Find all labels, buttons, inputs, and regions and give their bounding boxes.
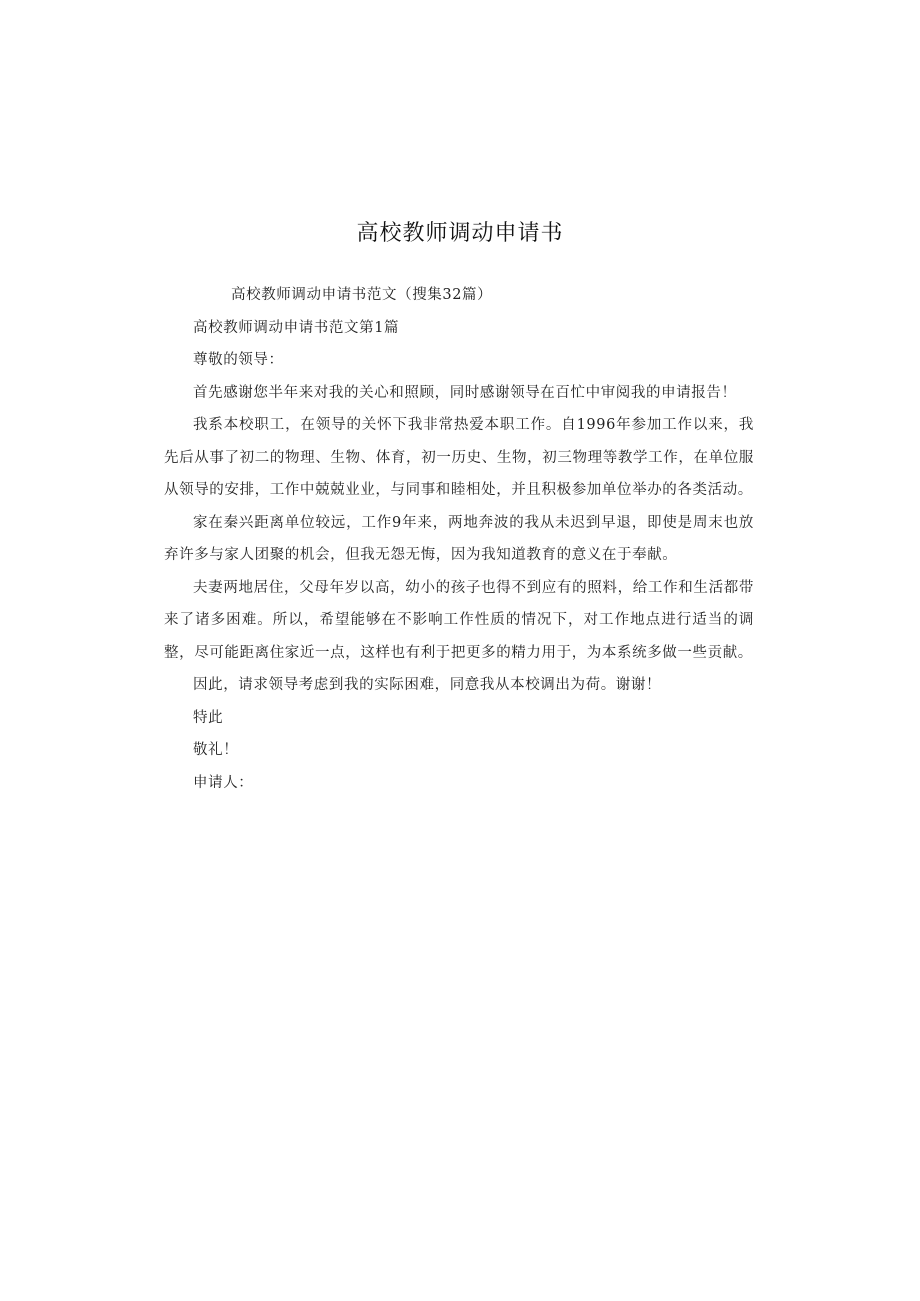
- body-paragraph: 首先感谢您半年来对我的关心和照顾，同时感谢领导在百忙中审阅我的申请报告！: [193, 384, 737, 401]
- closing-line: 特此: [193, 709, 224, 726]
- document-body: [164, 279, 754, 799]
- section-heading: 高校教师调动申请书范文第1篇: [193, 319, 400, 336]
- body-paragraph: 家在秦兴距离单位较远，工作9年来，两地奔波的我从未迟到早退，即使是周末也放弃许多与家人团聚的机会，但我无怨无悔，因为我知道教育的意义在于奉献。: [164, 514, 754, 563]
- salutation: 尊敬的领导：: [193, 352, 284, 368]
- body-paragraph: 夫妻两地居住，父母年岁以高，幼小的孩子也得不到应有的照料，给工作和生活都带来了诸多困难。所以，希望能够在不影响工作性质的情况下，对工作地点进行适当的调整，尽可能距离住家近一点，这样也有利于把更多的精力用于，为本系统多做一些贡献。: [164, 579, 754, 661]
- closing-salute: 敬礼！: [193, 742, 239, 758]
- document-title: 高校教师调动申请书: [356, 221, 564, 246]
- document-subtitle: 高校教师调动申请书范文（搜集32篇）: [231, 287, 493, 303]
- body-paragraph: 因此，请求领导考虑到我的实际困难，同意我从本校调出为荷。谢谢！: [193, 677, 662, 693]
- body-paragraph: 我系本校职工，在领导的关怀下我非常热爱本职工作。自1996年参加工作以来，我先后从事了初二的物理、生物、体育，初一历史、生物，初三物理等教学工作，在单位服从领导的安排，工作中兢兢业业，与同事和睦相处，并且积极参加单位举办的各类活动。: [164, 417, 754, 498]
- signature-label: 申请人：: [193, 774, 254, 791]
